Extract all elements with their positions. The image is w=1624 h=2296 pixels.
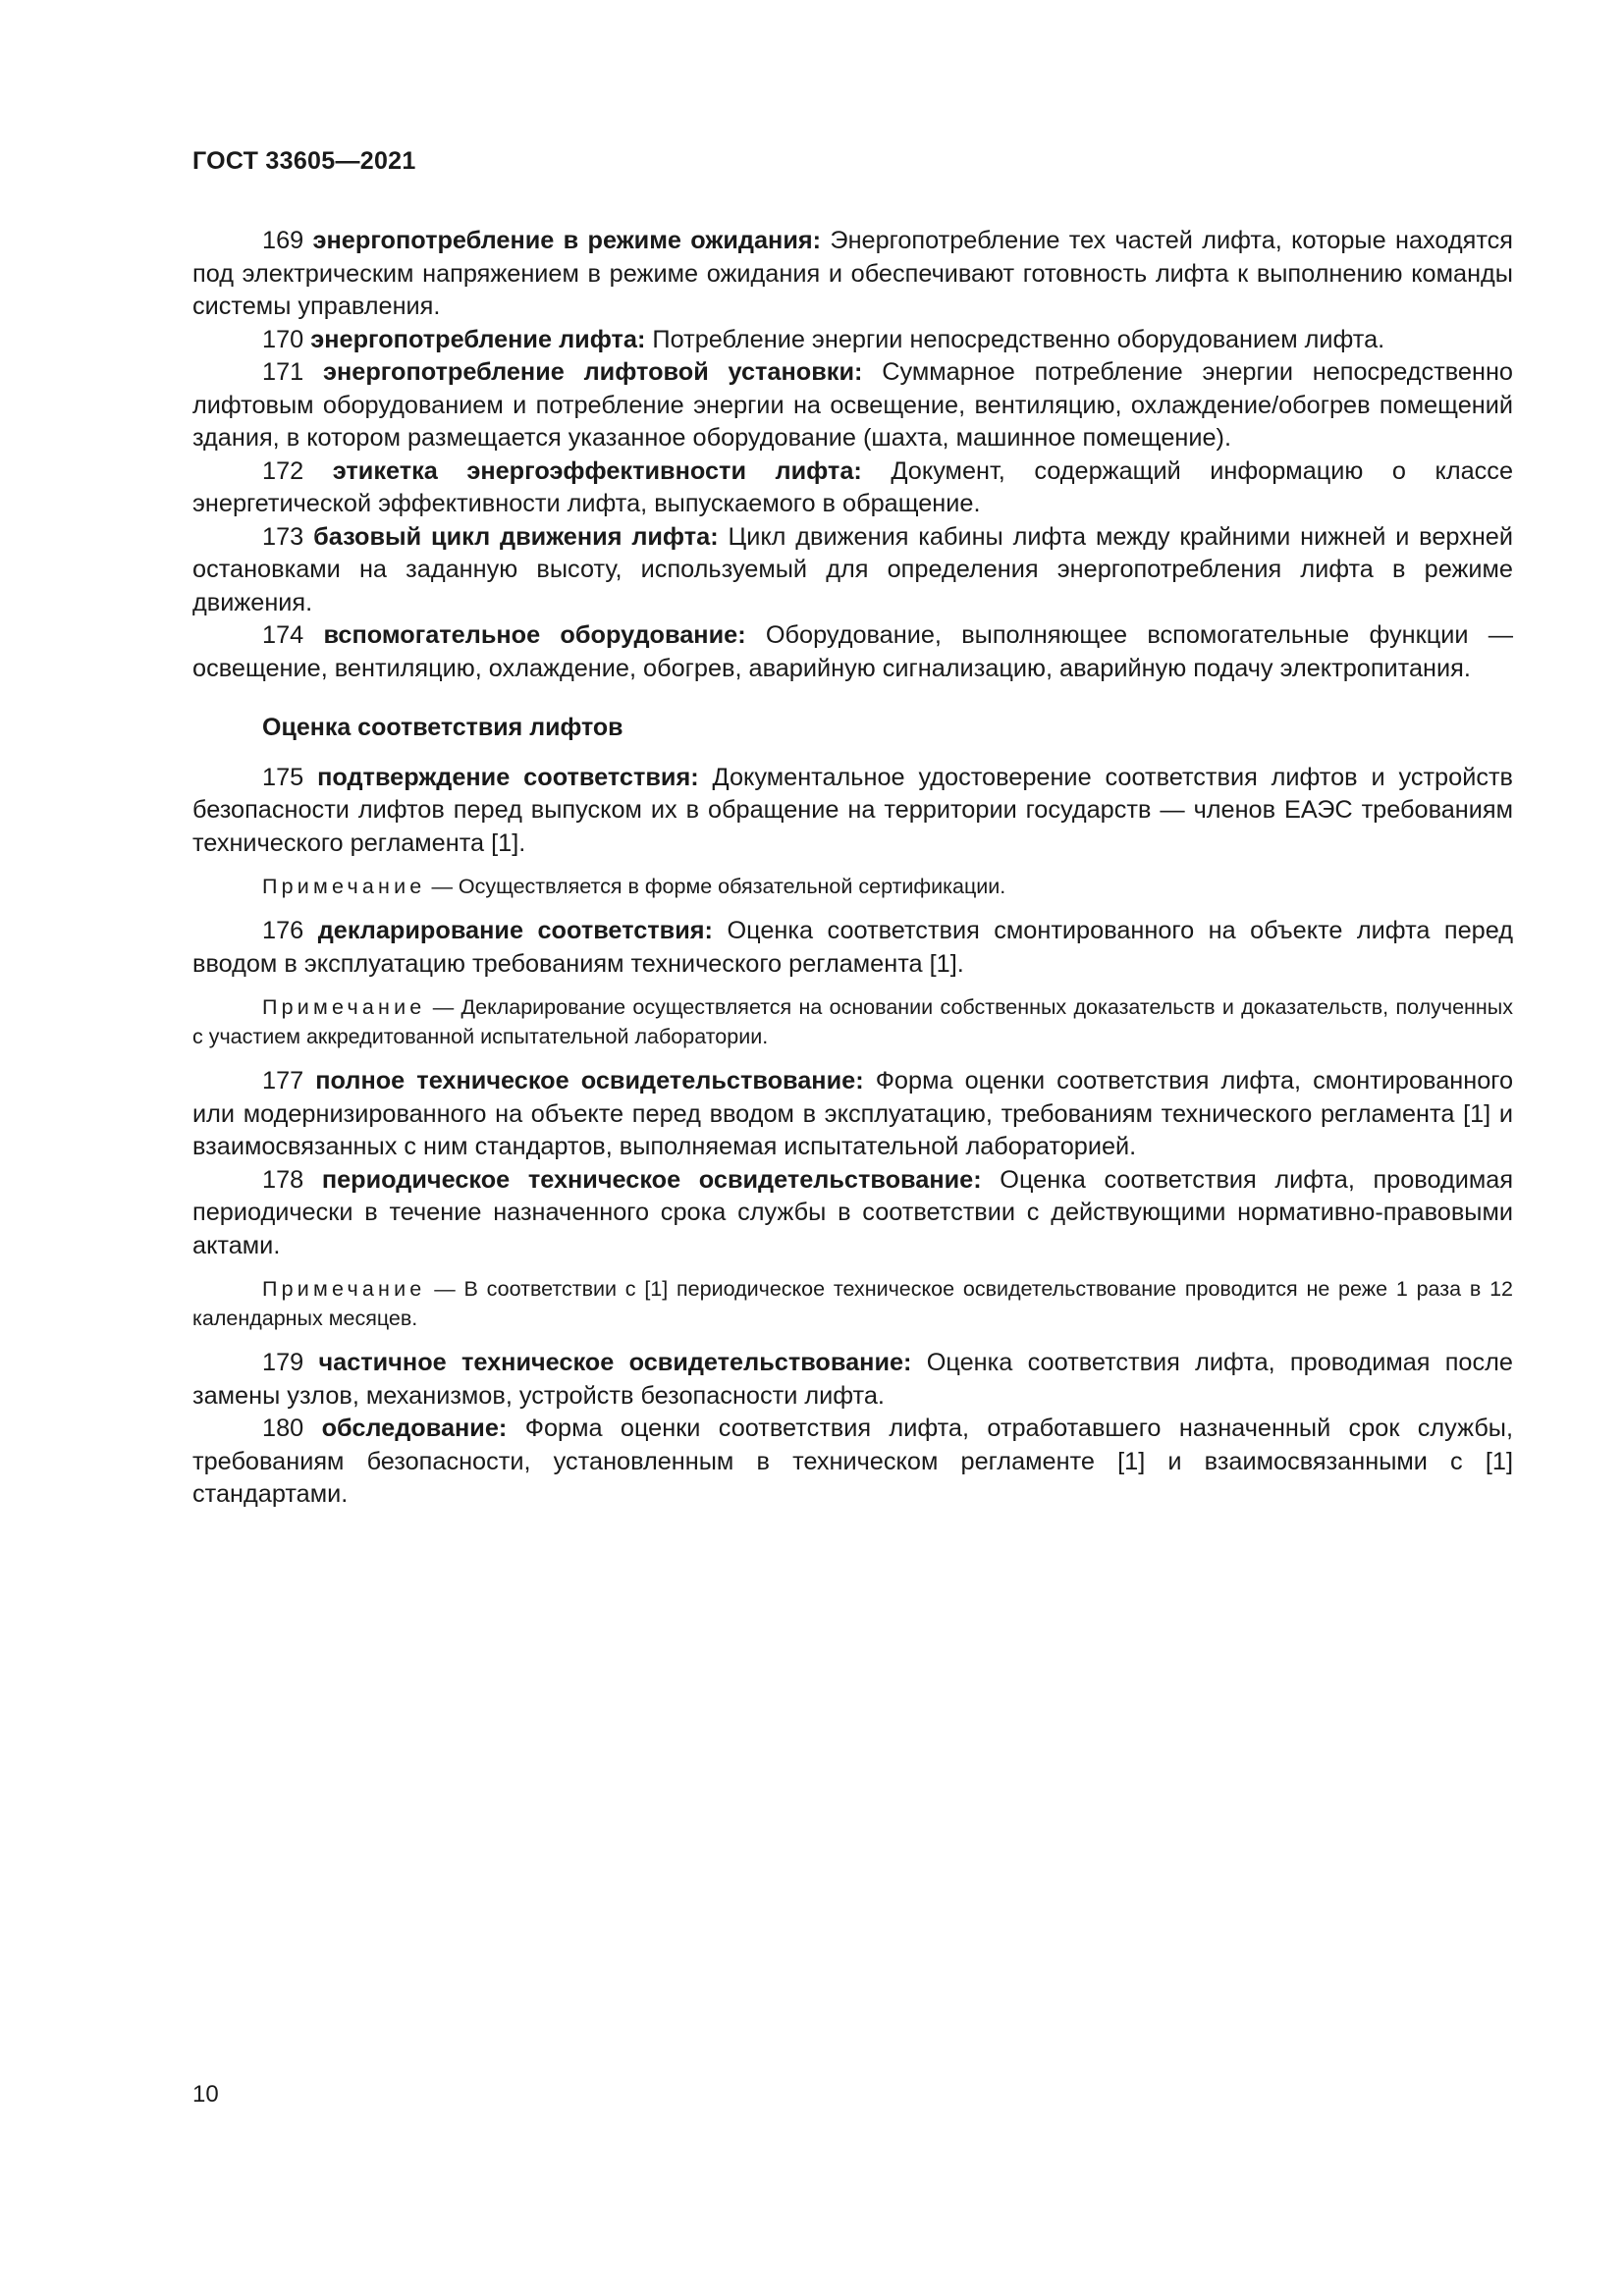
entry-number: 180: [262, 1415, 304, 1442]
note-176: [192, 992, 1513, 1051]
entry-number: 170: [262, 325, 304, 353]
entry-definition: Потребление энергии непосредственно оборудованием лифта.: [652, 325, 1385, 353]
entry-number: 171: [262, 358, 304, 386]
term-entry-169: [192, 225, 1513, 324]
document-body: [192, 225, 1513, 1512]
term-entry-172: [192, 455, 1513, 521]
entry-definition: Документ, содержащий информацию о классе энергетической эффективности лифта, выпускаемого в обращение.: [192, 456, 1514, 517]
entry-number: 179: [262, 1349, 304, 1376]
note-label: Примечание: [262, 875, 426, 898]
entry-definition: Цикл движения кабины лифта между крайними нижней и верхней остановками на заданную высоту, используемый для определения энергопотребления лифта в режиме движения.: [192, 522, 1514, 616]
entry-term: частичное техническое освидетельствование:: [318, 1349, 912, 1376]
entry-term: подтверждение соответствия:: [317, 763, 699, 791]
entry-definition: Оценка соответствия лифта, проводимая периодически в течение назначенного срока службы в соответствии с действующими нормативно-правовыми актами.: [192, 1165, 1514, 1259]
term-entry-180: [192, 1413, 1513, 1512]
term-entry-170: [192, 324, 1513, 357]
note-label: Примечание: [262, 1277, 426, 1301]
entry-definition: Оборудование, выполняющее вспомогательные функции — освещение, вентиляцию, охлаждение, обогрев, аварийную сигнализацию, аварийную подачу электропитания.: [192, 621, 1513, 682]
term-entry-179: [192, 1347, 1513, 1413]
term-entry-176: [192, 915, 1513, 981]
entry-number: 176: [262, 917, 304, 944]
entry-definition: Форма оценки соответствия лифта, смонтированного или модернизированного на объекте перед вводом в эксплуатацию, требованиям технического регламента [1] и взаимосвязанных с ним стандартов, выполняемая испытательной лабораторией.: [192, 1067, 1514, 1160]
section-title: Оценка соответствия лифтов: [262, 714, 623, 741]
entry-number: 169: [262, 227, 304, 254]
entry-term: энергопотребление лифта:: [310, 325, 646, 353]
term-entry-171: [192, 356, 1513, 455]
note-175: [192, 872, 1513, 901]
note-label: Примечание: [262, 995, 426, 1019]
note-178: [192, 1274, 1513, 1333]
entry-term: вспомогательное оборудование:: [323, 621, 746, 649]
entry-definition: Оценка соответствия лифта, проводимая после замены узлов, механизмов, устройств безопасности лифта.: [192, 1349, 1513, 1410]
entry-term: полное техническое освидетельствование:: [315, 1067, 864, 1095]
term-entry-177: [192, 1065, 1513, 1164]
document-header: ГОСТ 33605—2021: [192, 147, 416, 175]
entry-definition: Документальное удостоверение соответствия лифтов и устройств безопасности лифтов перед выпуском их в обращение на территории государств — членов ЕАЭС требованиям технического регламента [1].: [192, 763, 1514, 857]
term-entry-178: [192, 1164, 1513, 1263]
entry-number: 175: [262, 763, 304, 791]
term-entry-175: [192, 762, 1513, 861]
term-entry-173: [192, 521, 1513, 620]
term-entry-174: [192, 619, 1513, 685]
entry-term: этикетка энергоэффективности лифта:: [332, 456, 862, 485]
entry-term: декларирование соответствия:: [317, 917, 713, 944]
entry-number: 177: [262, 1067, 304, 1095]
entry-term: периодическое техническое освидетельствование:: [321, 1165, 982, 1194]
entry-definition: Оценка соответствия смонтированного на объекте лифта перед вводом в эксплуатацию требованиям технического регламента [1].: [192, 917, 1514, 978]
entry-number: 173: [262, 522, 304, 551]
entry-number: 174: [262, 621, 304, 649]
entry-term: энергопотребление лифтовой установки:: [323, 358, 863, 386]
entry-term: базовый цикл движения лифта:: [313, 522, 719, 551]
entry-number: 178: [262, 1165, 304, 1194]
note-text: — В соответствии с [1] периодическое техническое освидетельствование проводится не реже 1 раза в 12 календарных месяцев.: [192, 1277, 1513, 1330]
note-text: — Декларирование осуществляется на основании собственных доказательств и доказательств, полученных с участием аккредитованной испытательной лаборатории.: [192, 995, 1513, 1048]
page-number: 10: [192, 2081, 219, 2108]
entry-definition: Энергопотребление тех частей лифта, которые находятся под электрическим напряжением в режиме ожидания и обеспечивают готовность лифта к выполнению команды системы управления.: [192, 227, 1513, 320]
entry-definition: Суммарное потребление энергии непосредственно лифтовым оборудованием и потребление энергии на освещение, вентиляцию, охлаждение/обогрев помещений здания, в котором размещается указанное оборудование (шахта, машинное помещение).: [192, 358, 1514, 452]
entry-term: обследование:: [321, 1415, 508, 1442]
entry-number: 172: [262, 456, 304, 485]
entry-definition: Форма оценки соответствия лифта, отработавшего назначенный срок службы, требованиям безопасности, установленным в техническом регламенте [1] и взаимосвязанными с [1] стандартами.: [192, 1415, 1514, 1508]
entry-term: энергопотребление в режиме ожидания:: [312, 227, 822, 254]
note-text: — Осуществляется в форме обязательной сертификации.: [431, 875, 1006, 898]
